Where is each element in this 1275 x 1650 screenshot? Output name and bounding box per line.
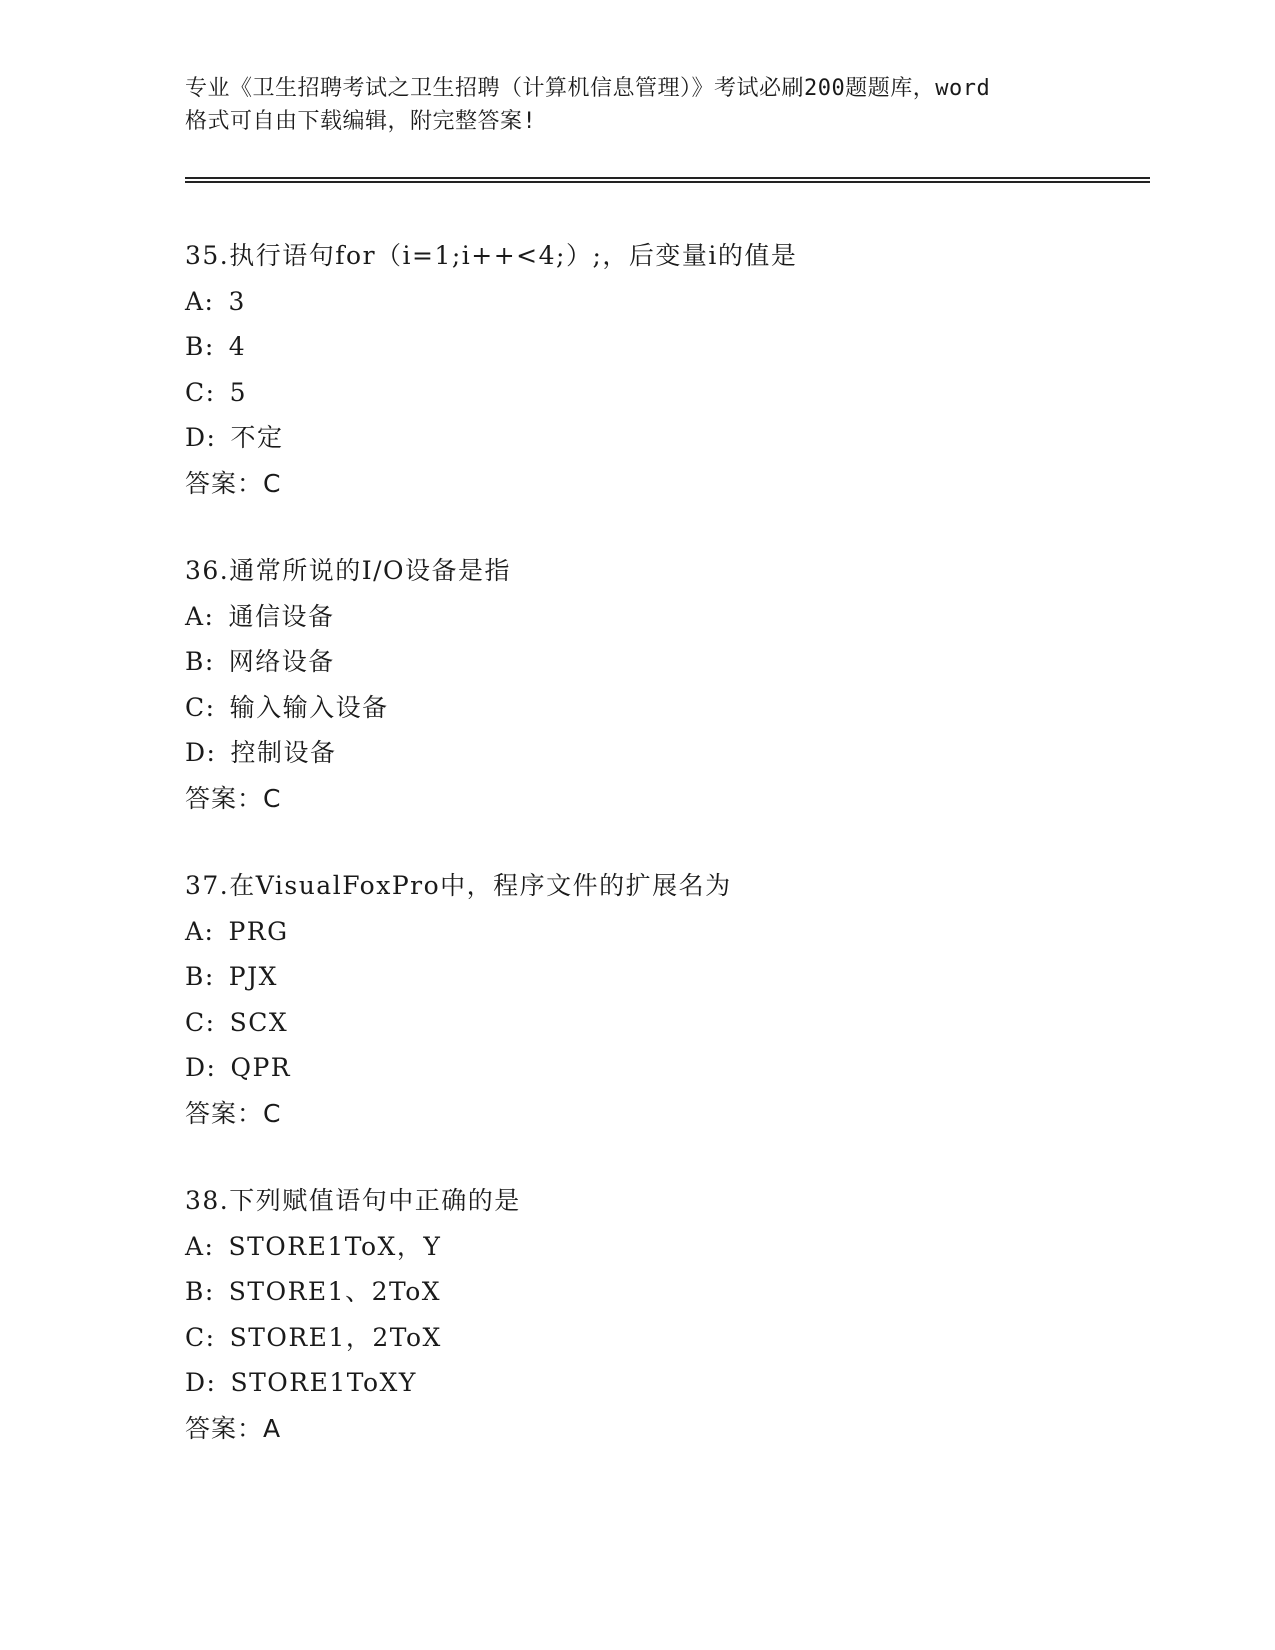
option-c	[185, 1315, 1145, 1361]
question-stem: 38.下列赋值语句中正确的是	[185, 1186, 521, 1215]
option-b	[185, 1269, 1145, 1315]
option-text: STORE1、2ToX	[228, 1277, 442, 1306]
answer-line: 答案：A	[185, 1413, 282, 1443]
question-stem: 35.执行语句for（i=1;i++<4;）;，后变量i的值是	[185, 241, 798, 270]
option-label: C:	[185, 377, 216, 407]
option-text: PJX	[228, 962, 278, 991]
option-label: B:	[185, 962, 215, 991]
option-label: A:	[185, 1231, 215, 1261]
option-text: 不定	[230, 423, 284, 452]
option-label: C:	[185, 1007, 216, 1037]
option-label: A:	[185, 916, 215, 946]
header-line-2: 格式可自由下载编辑，附完整答案!	[185, 109, 537, 134]
option-d	[185, 1360, 1145, 1406]
option-label: D:	[185, 738, 217, 767]
answer-line: 答案：C	[185, 783, 282, 813]
option-text: 控制设备	[230, 738, 337, 767]
header-line-1: 专业《卫生招聘考试之卫生招聘（计算机信息管理）》考试必刷200题题库，word	[185, 76, 991, 101]
option-text: 通信设备	[228, 601, 335, 631]
question-stem: 36.通常所说的I/O设备是指	[185, 556, 512, 585]
option-text: 输入输入设备	[229, 692, 389, 722]
option-text: QPR	[230, 1053, 292, 1082]
question-36	[185, 548, 1145, 821]
option-d	[185, 415, 1145, 461]
option-label: B:	[185, 332, 215, 361]
option-label: C:	[185, 692, 216, 722]
option-b	[185, 639, 1145, 685]
question-37	[185, 863, 1145, 1136]
option-a	[185, 1224, 1145, 1270]
option-d	[185, 1045, 1145, 1091]
option-c	[185, 1000, 1145, 1046]
option-label: D:	[185, 423, 217, 452]
option-text: 4	[228, 332, 247, 361]
document-header	[185, 72, 1105, 138]
header-divider	[185, 177, 1150, 183]
option-text: 网络设备	[228, 647, 335, 676]
option-text: PRG	[228, 916, 289, 946]
answer-line: 答案：C	[185, 1098, 282, 1128]
option-b	[185, 954, 1145, 1000]
option-text: SCX	[229, 1007, 289, 1037]
option-text: STORE1，2ToX	[229, 1322, 442, 1352]
option-d	[185, 730, 1145, 776]
option-b	[185, 324, 1145, 370]
option-label: B:	[185, 647, 215, 676]
option-label: D:	[185, 1368, 217, 1397]
question-38	[185, 1178, 1145, 1451]
option-label: B:	[185, 1277, 215, 1306]
answer-line: 答案：C	[185, 468, 282, 498]
option-label: D:	[185, 1053, 217, 1082]
option-text: STORE1ToXY	[230, 1368, 417, 1397]
option-a	[185, 279, 1145, 325]
option-text: 3	[228, 286, 246, 316]
option-label: C:	[185, 1322, 216, 1352]
option-label: A:	[185, 601, 215, 631]
option-label: A:	[185, 286, 215, 316]
option-c	[185, 685, 1145, 731]
option-c	[185, 370, 1145, 416]
option-text: STORE1ToX，Y	[228, 1231, 442, 1261]
question-35	[185, 233, 1145, 506]
option-text: 5	[229, 377, 247, 407]
option-a	[185, 594, 1145, 640]
option-a	[185, 909, 1145, 955]
question-stem: 37.在VisualFoxPro中，程序文件的扩展名为	[185, 871, 732, 900]
